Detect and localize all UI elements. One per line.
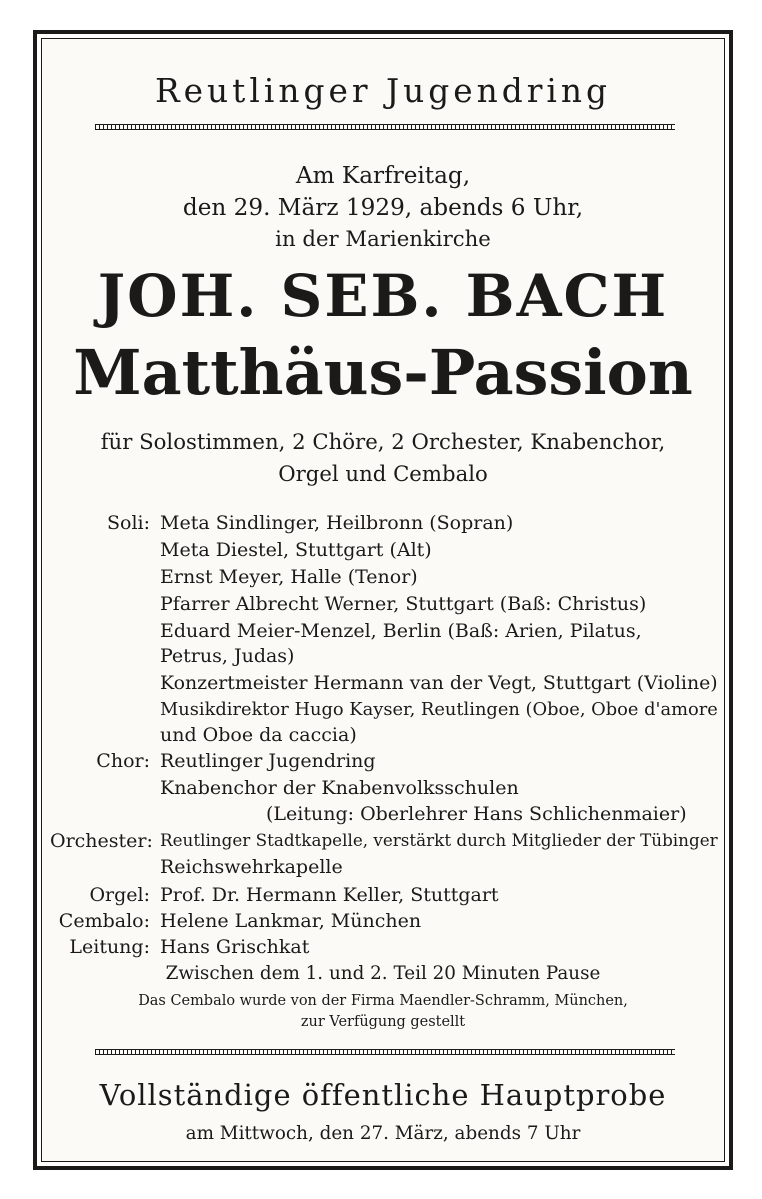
cembalo-note-line-1: Das Cembalo wurde von der Firma Maendler-Schramm, München,: [138, 993, 628, 1009]
date-line-1: Am Karfreitag,: [295, 163, 471, 189]
soloist-line: Pfarrer Albrecht Werner, Stuttgart (Baß: Christus): [160, 593, 647, 615]
scoring-line-1: für Solostimmen, 2 Chöre, 2 Orchester, Knabenchor,: [100, 430, 666, 455]
soloist-line: Konzertmeister Hermann van der Vegt, Stuttgart (Violine): [160, 672, 718, 694]
orgel-label: Orgel:: [89, 884, 150, 906]
scoring-line-2: Orgel und Cembalo: [278, 462, 488, 487]
orchestra-line: Reutlinger Stadtkapelle, verstärkt durch Mitglieder der Tübinger: [160, 830, 718, 850]
cembalo-note-line-2: zur Verfügung gestellt: [300, 1014, 466, 1030]
soloist-line: Meta Sindlinger, Heilbronn (Sopran): [160, 512, 514, 534]
venue-line: in der Marienkirche: [275, 227, 491, 252]
orchester-label: Orchester:: [50, 830, 153, 852]
chor-label: Chor:: [96, 750, 150, 772]
rehearsal-title: Vollständige öffentliche Hauptprobe: [99, 1078, 667, 1112]
cembalo-label: Cembalo:: [58, 910, 150, 932]
soloist-line: Eduard Meier-Menzel, Berlin (Baß: Arien, Pilatus,: [160, 620, 642, 642]
soloist-line: Musikdirektor Hugo Kayser, Reutlingen (Oboe, Oboe d'amore: [160, 699, 718, 720]
soloist-line: Meta Diestel, Stuttgart (Alt): [160, 539, 432, 561]
choir-line: Reutlinger Jugendring: [160, 750, 376, 772]
organist: Prof. Dr. Hermann Keller, Stuttgart: [160, 884, 499, 906]
soloist-line: und Oboe da caccia): [160, 724, 357, 746]
choir-line: (Leitung: Oberlehrer Hans Schlichenmaier): [266, 803, 687, 825]
top-ornament-rule: [95, 124, 675, 130]
pause-note: Zwischen dem 1. und 2. Teil 20 Minuten Pause: [165, 963, 601, 984]
soloist-line: Ernst Meyer, Halle (Tenor): [160, 566, 418, 588]
work-title: Matthäus-Passion: [73, 336, 693, 409]
date-line-2: den 29. März 1929, abends 6 Uhr,: [182, 195, 584, 221]
orchestra-line: Reichswehrkapelle: [160, 856, 343, 878]
harpsichordist: Helene Lankmar, München: [160, 910, 422, 932]
organizer-heading: Reutlinger Jugendring: [154, 72, 612, 110]
choir-line: Knabenchor der Knabenvolksschulen: [160, 777, 519, 799]
soloist-line: Petrus, Judas): [160, 645, 295, 667]
bottom-ornament-rule: [95, 1049, 675, 1055]
leitung-label: Leitung:: [69, 936, 150, 958]
soli-label: Soli:: [106, 512, 150, 534]
conductor: Hans Grischkat: [160, 936, 310, 958]
rehearsal-date: am Mittwoch, den 27. März, abends 7 Uhr: [185, 1123, 581, 1144]
composer-name: JOH. SEB. BACH: [97, 262, 669, 330]
